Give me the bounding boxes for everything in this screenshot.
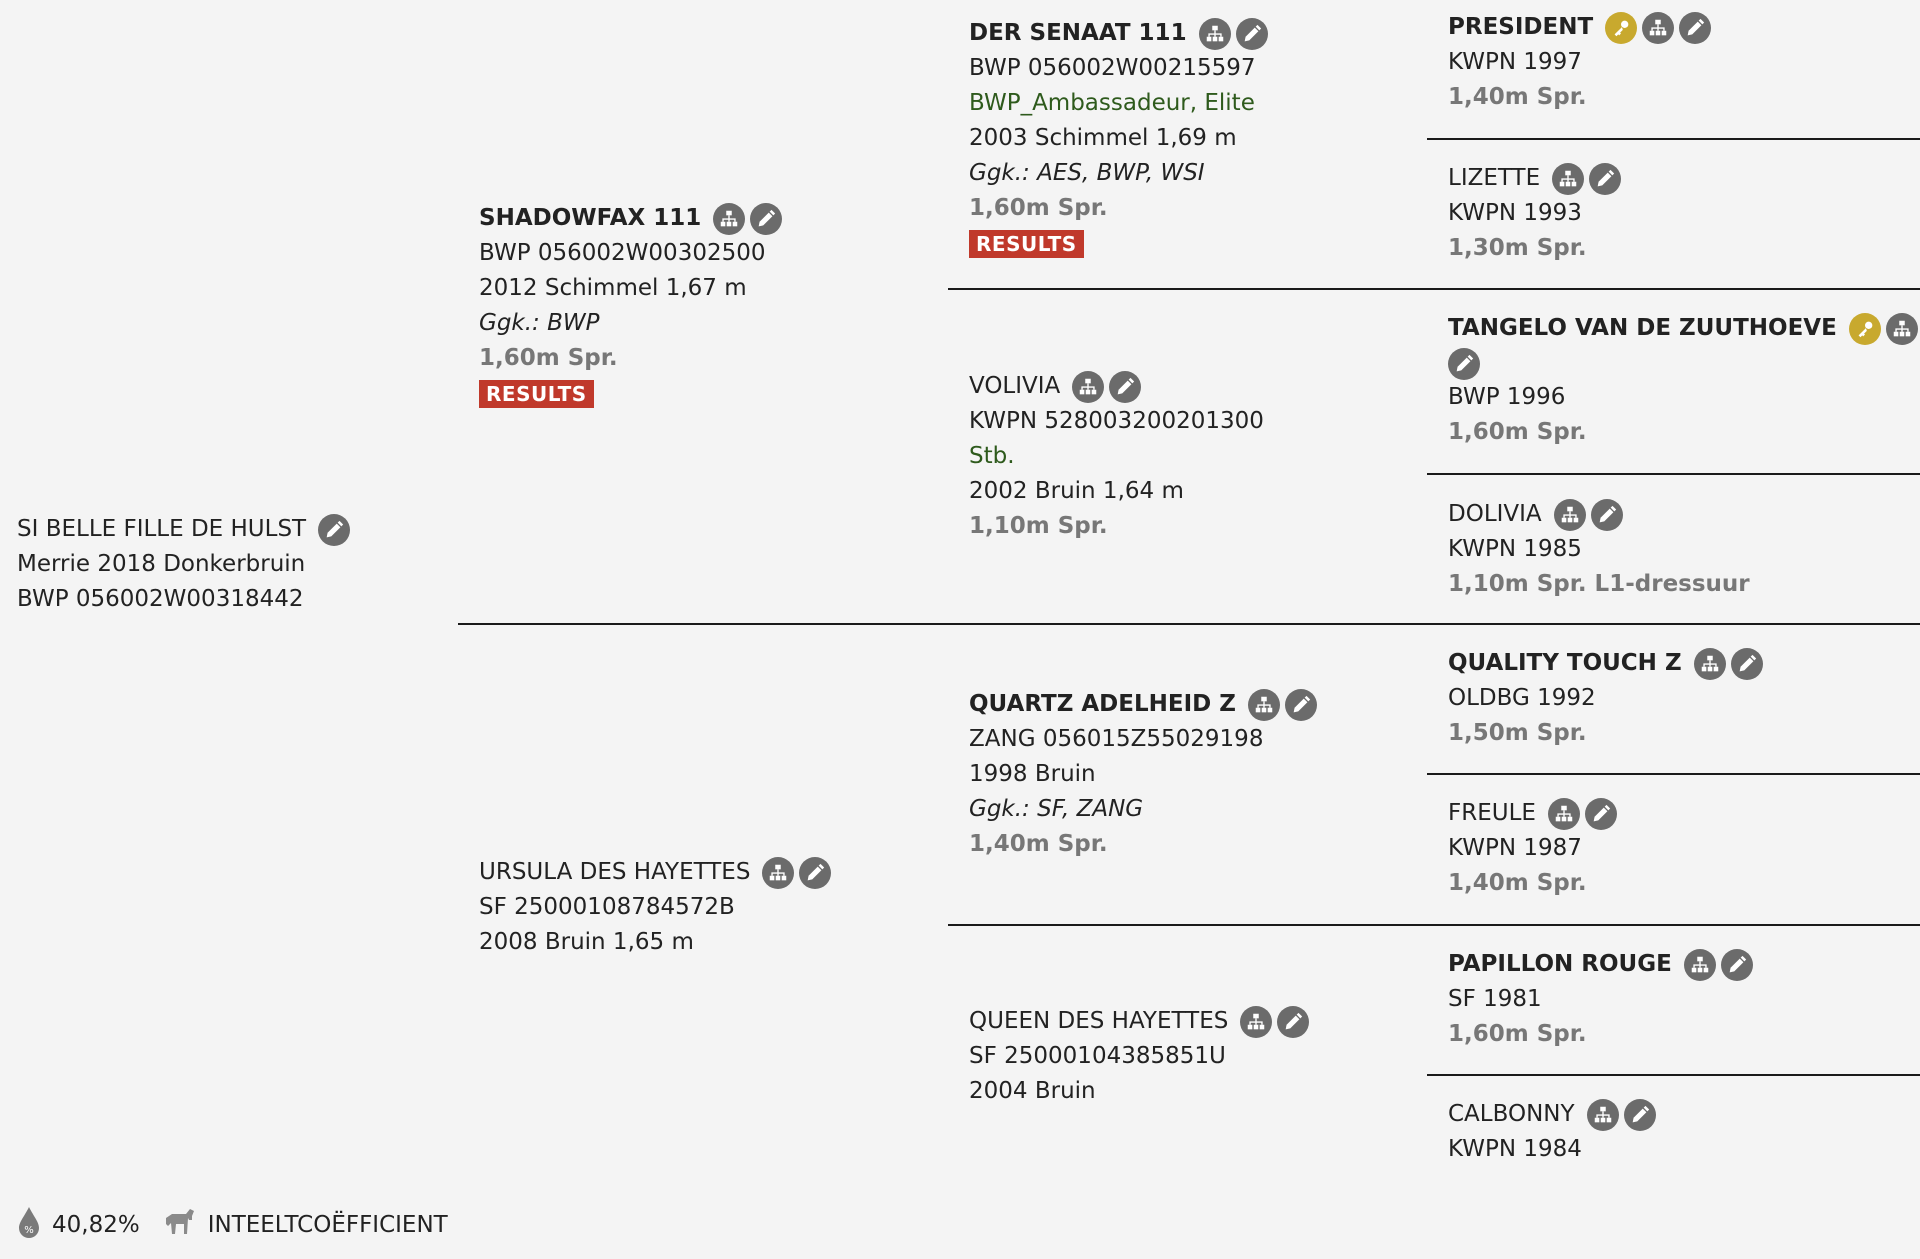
ds-name[interactable]: QUARTZ ADELHEID Z bbox=[969, 691, 1236, 717]
g4-sport: 1,10m Spr. L1-dressuur bbox=[1448, 571, 1750, 597]
edit-icon[interactable] bbox=[1591, 499, 1623, 531]
g1-name[interactable]: PRESIDENT bbox=[1448, 14, 1594, 40]
g7-reg: SF 1981 bbox=[1448, 986, 1542, 1012]
inbreeding-label: INTEELTCOËFFICIENT bbox=[207, 1212, 448, 1238]
pedigree-icon[interactable] bbox=[1684, 949, 1716, 981]
pedigree-icon[interactable] bbox=[1642, 12, 1674, 44]
pedigree-icon[interactable] bbox=[1694, 648, 1726, 680]
subject-line2: BWP 056002W00318442 bbox=[17, 586, 304, 612]
ss-name[interactable]: DER SENAAT 111 bbox=[969, 20, 1187, 46]
divider-g5-g6 bbox=[1427, 773, 1920, 775]
edit-icon[interactable] bbox=[1679, 12, 1711, 44]
pedigree-icon[interactable] bbox=[1248, 689, 1280, 721]
ss-horse bbox=[969, 16, 1268, 262]
pedigree-icon[interactable] bbox=[1886, 313, 1918, 345]
edit-icon[interactable] bbox=[1277, 1006, 1309, 1038]
sd-reg: KWPN 528003200201300 bbox=[969, 408, 1264, 434]
g5-sport: 1,50m Spr. bbox=[1448, 720, 1587, 746]
dam-horse bbox=[479, 855, 831, 960]
dd-desc: 2004 Bruin bbox=[969, 1078, 1096, 1104]
results-button[interactable]: RESULTS bbox=[969, 230, 1084, 258]
divider-ss-sd bbox=[948, 288, 1920, 290]
pedigree-icon[interactable] bbox=[713, 203, 745, 235]
sire-reg: BWP 056002W00302500 bbox=[479, 240, 766, 266]
g6-reg: KWPN 1987 bbox=[1448, 835, 1582, 861]
g4-reg: KWPN 1985 bbox=[1448, 536, 1582, 562]
pedigree-icon[interactable] bbox=[762, 857, 794, 889]
pedigree-icon[interactable] bbox=[1240, 1006, 1272, 1038]
dam-name[interactable]: URSULA DES HAYETTES bbox=[479, 859, 751, 885]
pedigree-icon[interactable] bbox=[1587, 1099, 1619, 1131]
g6-horse bbox=[1448, 796, 1617, 901]
g8-horse bbox=[1448, 1097, 1656, 1167]
g7-name[interactable]: PAPILLON ROUGE bbox=[1448, 951, 1672, 977]
divider-g7-g8 bbox=[1427, 1074, 1920, 1076]
g6-sport: 1,40m Spr. bbox=[1448, 870, 1587, 896]
g1-reg: KWPN 1997 bbox=[1448, 49, 1582, 75]
dam-reg: SF 25000108784572B bbox=[479, 894, 735, 920]
edit-icon[interactable] bbox=[1109, 371, 1141, 403]
sd-predicate: Stb. bbox=[969, 443, 1015, 469]
g8-name[interactable]: CALBONNY bbox=[1448, 1101, 1575, 1127]
dd-name[interactable]: QUEEN DES HAYETTES bbox=[969, 1008, 1229, 1034]
ss-reg: BWP 056002W00215597 bbox=[969, 55, 1256, 81]
dam-desc: 2008 Bruin 1,65 m bbox=[479, 929, 694, 955]
edit-icon[interactable] bbox=[1285, 689, 1317, 721]
edit-icon[interactable] bbox=[1236, 18, 1268, 50]
ds-approved: Ggk.: SF, ZANG bbox=[969, 796, 1144, 822]
ss-predicate: BWP_Ambassadeur, Elite bbox=[969, 90, 1255, 116]
pedigree-icon[interactable] bbox=[1552, 163, 1584, 195]
edit-icon[interactable] bbox=[1624, 1099, 1656, 1131]
drop-percent-icon bbox=[16, 1205, 42, 1245]
dd-horse bbox=[969, 1004, 1309, 1109]
edit-icon[interactable] bbox=[1589, 163, 1621, 195]
g2-name[interactable]: LIZETTE bbox=[1448, 165, 1541, 191]
ds-horse bbox=[969, 687, 1317, 862]
sire-approved: Ggk.: BWP bbox=[479, 310, 600, 336]
edit-icon[interactable] bbox=[799, 857, 831, 889]
results-button[interactable]: RESULTS bbox=[479, 380, 594, 408]
g2-horse bbox=[1448, 161, 1621, 266]
edit-icon[interactable] bbox=[1585, 798, 1617, 830]
ds-reg: ZANG 056015Z55029198 bbox=[969, 726, 1264, 752]
horse-icon bbox=[162, 1206, 198, 1244]
sd-name[interactable]: VOLIVIA bbox=[969, 373, 1061, 399]
g6-name[interactable]: FREULE bbox=[1448, 800, 1536, 826]
subject-name: SI BELLE FILLE DE HULST bbox=[17, 516, 307, 542]
g3-name[interactable]: TANGELO VAN DE ZUUTHOEVE bbox=[1448, 315, 1837, 341]
pedigree-icon[interactable] bbox=[1199, 18, 1231, 50]
g4-horse bbox=[1448, 497, 1750, 602]
edit-icon[interactable] bbox=[318, 514, 350, 546]
g7-horse bbox=[1448, 947, 1753, 1052]
g5-reg: OLDBG 1992 bbox=[1448, 685, 1596, 711]
subject-line1: Merrie 2018 Donkerbruin bbox=[17, 551, 306, 577]
g3-sport: 1,60m Spr. bbox=[1448, 419, 1587, 445]
key-icon[interactable] bbox=[1605, 12, 1637, 44]
ds-desc: 1998 Bruin bbox=[969, 761, 1096, 787]
g3-reg: BWP 1996 bbox=[1448, 384, 1566, 410]
subject-horse bbox=[17, 512, 350, 617]
divider-g1-g2 bbox=[1427, 138, 1920, 140]
edit-icon[interactable] bbox=[1731, 648, 1763, 680]
sd-horse bbox=[969, 369, 1264, 544]
g2-reg: KWPN 1993 bbox=[1448, 200, 1582, 226]
divider-g3-g4 bbox=[1427, 473, 1920, 475]
ss-desc: 2003 Schimmel 1,69 m bbox=[969, 125, 1237, 151]
edit-icon[interactable] bbox=[750, 203, 782, 235]
divider-ds-dd bbox=[948, 924, 1920, 926]
g7-sport: 1,60m Spr. bbox=[1448, 1021, 1587, 1047]
g5-horse bbox=[1448, 646, 1763, 751]
edit-icon[interactable] bbox=[1721, 949, 1753, 981]
g2-sport: 1,30m Spr. bbox=[1448, 235, 1587, 261]
g5-name[interactable]: QUALITY TOUCH Z bbox=[1448, 650, 1682, 676]
sire-sport: 1,60m Spr. bbox=[479, 345, 618, 371]
sire-horse bbox=[479, 201, 782, 412]
ds-sport: 1,40m Spr. bbox=[969, 831, 1108, 857]
sd-desc: 2002 Bruin 1,64 m bbox=[969, 478, 1184, 504]
dd-reg: SF 25000104385851U bbox=[969, 1043, 1226, 1069]
g4-name[interactable]: DOLIVIA bbox=[1448, 501, 1542, 527]
inbreeding-value: 40,82% bbox=[52, 1212, 140, 1238]
edit-icon[interactable] bbox=[1448, 348, 1480, 380]
g8-reg: KWPN 1984 bbox=[1448, 1136, 1582, 1162]
ss-approved: Ggk.: AES, BWP, WSI bbox=[969, 160, 1205, 186]
pedigree-icon[interactable] bbox=[1548, 798, 1580, 830]
key-icon[interactable] bbox=[1849, 313, 1881, 345]
g1-horse bbox=[1448, 10, 1711, 115]
ss-sport: 1,60m Spr. bbox=[969, 195, 1108, 221]
g1-sport: 1,40m Spr. bbox=[1448, 84, 1587, 110]
pedigree-icon[interactable] bbox=[1072, 371, 1104, 403]
sire-desc: 2012 Schimmel 1,67 m bbox=[479, 275, 747, 301]
pedigree-icon[interactable] bbox=[1554, 499, 1586, 531]
svg-text:%: % bbox=[24, 1225, 34, 1236]
divider-sire-dam bbox=[458, 623, 1920, 625]
sd-sport: 1,10m Spr. bbox=[969, 513, 1108, 539]
inbreeding-footer bbox=[16, 1205, 448, 1245]
sire-name[interactable]: SHADOWFAX 111 bbox=[479, 205, 702, 231]
g3-horse bbox=[1448, 311, 1918, 450]
